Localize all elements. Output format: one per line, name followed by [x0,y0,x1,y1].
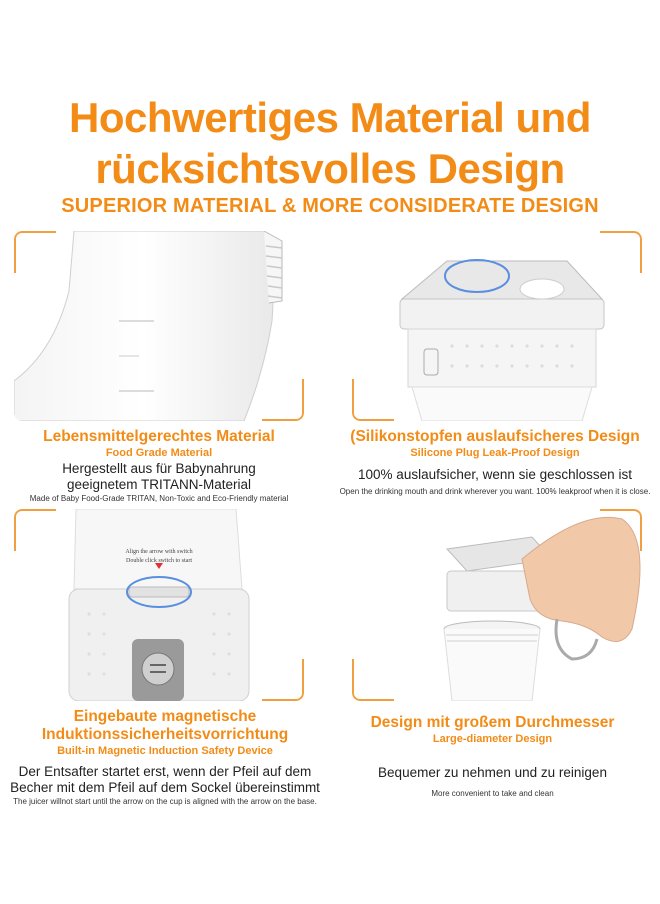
feature-subtitle: Silicone Plug Leak-Proof Design [410,447,580,459]
leak-proof-lid-image [352,231,642,421]
feature-subtitle: Large-diameter Design [432,733,553,745]
align-arrow-hint: Align the arrow with switch [125,549,193,555]
feature-title: Lebensmittelgerechtes Material [43,428,275,445]
feature-note: The juicer willnot start until the arrow on the cup is aligned with the arrow on the base. [13,797,317,806]
headline-line-2: rücksichtsvolles Design [95,145,565,192]
feature-desc-line1: 100% auslaufsicher, wenn sie geschlossen ist [358,467,632,482]
double-click-hint: Double click switch to start [126,558,192,564]
feature-title-line2: Induktionssicherheitsvorrichtung [41,726,289,743]
headline-subtitle: SUPERIOR MATERIAL & MORE CONSIDERATE DESIGN [61,195,599,217]
feature-desc-line1: Der Entsafter startet erst, wenn der Pfeil auf dem [18,764,312,779]
feature-note: Made of Baby Food-Grade TRITAN, Non-Toxic and Eco-Friendly material [29,494,289,503]
feature-magnetic-safety [0,708,330,807]
feature-subtitle: Food Grade Material [105,447,213,459]
feature-desc-line1: Hergestellt aus für Babynahrung [62,461,256,476]
feature-large-diameter [335,714,650,799]
feature-title: Design mit großem Durchmesser [370,714,615,731]
feature-leak-proof [330,428,660,497]
headline-line-1: Hochwertiges Material und [69,94,591,141]
feature-desc-line2: Becher mit dem Pfeil auf dem Sockel übereinstimmt [10,780,320,795]
feature-desc-line1: Bequemer zu nehmen und zu reinigen [378,765,607,780]
feature-note: More convenient to take and clean [431,789,554,798]
food-grade-material-image [14,231,304,421]
feature-title: (Silikonstopfen auslaufsicheres Design [350,428,640,445]
magnetic-safety-device-image [14,509,304,701]
feature-food-grade [14,428,304,504]
feature-title-line1: Eingebaute magnetische [73,708,257,725]
large-diameter-image [352,509,642,701]
feature-desc-line2: geeignetem TRITANN-Material [66,477,252,492]
feature-note: Open the drinking mouth and drink wherever you want. 100% leakproof when it is close. [339,487,651,496]
feature-subtitle: Built-in Magnetic Induction Safety Device [57,745,273,757]
